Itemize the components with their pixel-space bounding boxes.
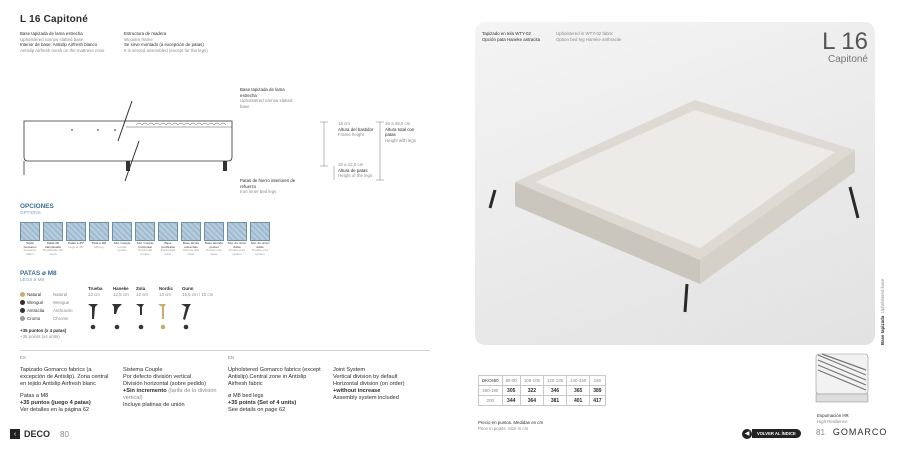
spec-line: (tarifa de la división vertical) bbox=[123, 388, 217, 401]
option-gomarco-fabric bbox=[20, 222, 40, 256]
spec-bold: +without increase bbox=[333, 388, 381, 394]
option-label-en: M8 leg bbox=[94, 244, 104, 249]
table-cell: 417 bbox=[590, 396, 605, 406]
dimension-frame bbox=[338, 121, 374, 138]
fabric-line: Opción pata Haneke antracita bbox=[482, 36, 541, 42]
foam-label-en: High Resilience bbox=[817, 418, 848, 424]
dimension-label: Frame height bbox=[338, 132, 364, 138]
option-label-en: Legs at 45º bbox=[68, 244, 84, 249]
mesh-icon bbox=[43, 222, 63, 241]
price-table bbox=[478, 375, 606, 406]
angled-leg-icon bbox=[66, 222, 86, 241]
leg-name: Haneke bbox=[113, 286, 129, 291]
dimension-value: 18 cm bbox=[338, 121, 350, 126]
zola-leg-icon bbox=[136, 304, 144, 329]
fabric-icon bbox=[20, 222, 40, 241]
legs-heading bbox=[20, 270, 57, 282]
table-cell: 322 bbox=[520, 386, 543, 396]
spec-line: Ver detalles en la página 62 bbox=[20, 407, 90, 413]
intro-line: Upholstered narrow slatted base bbox=[20, 36, 84, 42]
leg-icon bbox=[89, 222, 109, 241]
option-label: Base perforada bbox=[161, 241, 175, 249]
dimension-label: Height with legs bbox=[385, 137, 416, 143]
spec-en-1 bbox=[228, 367, 324, 414]
dimension-label: Altura total con patas bbox=[385, 126, 415, 138]
spec-line: Incluye platinas de unión bbox=[123, 402, 185, 408]
intro-column-2 bbox=[124, 31, 224, 53]
callout-legs bbox=[240, 178, 302, 195]
spec-line: Assembly system included bbox=[333, 395, 399, 401]
table-cell: 344 bbox=[502, 396, 520, 406]
intro-line: Interior de base: Antislip Airfresh blanco bbox=[20, 42, 98, 48]
option-label: Sist. Couple bbox=[113, 241, 131, 245]
page-title: L 16 Capitoné bbox=[20, 14, 88, 25]
dimension-label: Height of the legs bbox=[338, 173, 373, 179]
spec-line: ø M8 bed legs bbox=[228, 393, 264, 399]
intro-line: Wooden frame bbox=[124, 36, 153, 42]
option-label: Base tamaño pocket bbox=[204, 241, 224, 249]
table-header-cell: DKC650 bbox=[479, 376, 503, 386]
dimension-total bbox=[385, 121, 425, 143]
fabric-line: Option bed leg Haneke anthracite bbox=[556, 36, 622, 42]
callout-text: Base tapizada de lama estrecha bbox=[240, 87, 285, 98]
finish-label: Cromo bbox=[27, 316, 41, 321]
intro-column-1 bbox=[20, 31, 120, 53]
intro-line: It is served assembled (except for the legs) bbox=[124, 47, 208, 53]
table-header-cell: 120-135 bbox=[543, 376, 566, 386]
dimension-label: Altura de patas bbox=[338, 167, 368, 173]
options-row bbox=[20, 222, 270, 262]
spec-en-2 bbox=[333, 367, 431, 402]
finish-label-en: Wengue bbox=[53, 300, 70, 305]
leg-model-haneke bbox=[113, 286, 135, 297]
leg-name: Nordic bbox=[159, 286, 173, 291]
price-note-es: Precio en puntos. Medidas en cm bbox=[478, 420, 544, 425]
back-to-index-label: VOLVER AL ÍNDICE bbox=[752, 429, 801, 438]
option-3d-mesh bbox=[43, 222, 63, 256]
legs-points bbox=[20, 328, 66, 339]
options-heading bbox=[20, 203, 54, 215]
finish-list bbox=[20, 292, 73, 324]
spec-es-2 bbox=[123, 367, 221, 409]
finish-label: Wengué bbox=[27, 300, 44, 305]
model-heading bbox=[822, 30, 868, 65]
dimension-value: 10 a 12,5 cm bbox=[338, 162, 364, 167]
option-label: Tejido Gomarco bbox=[23, 241, 37, 249]
leg-model-zola bbox=[136, 286, 156, 297]
legs-title: PATAS ø M8 bbox=[20, 270, 57, 277]
product-photo bbox=[475, 22, 875, 345]
dimension-value: 26 a 28,5 cm bbox=[385, 121, 411, 126]
joint-icon bbox=[227, 222, 247, 241]
price-note bbox=[478, 420, 543, 431]
table-cell: 346 bbox=[543, 386, 566, 396]
option-label-en: Double joint system bbox=[228, 248, 246, 256]
table-header-cell: 80-90 bbox=[502, 376, 520, 386]
spec-bold: +Sin incremento bbox=[123, 388, 167, 394]
fabric-line: Tapizado en tela WTY-02 bbox=[482, 31, 531, 36]
table-cell: 305 bbox=[502, 386, 520, 396]
option-label: Sist. de unión doble bbox=[227, 241, 247, 249]
trueba-leg-icon bbox=[88, 304, 98, 329]
option-label: Base lamas estrechas bbox=[182, 241, 200, 249]
intro-line: Se sirve montado (a excepción de patas) bbox=[124, 42, 204, 48]
natural-swatch bbox=[20, 292, 25, 297]
leg-name: Zola bbox=[136, 286, 146, 291]
leg-silhouettes bbox=[86, 302, 206, 332]
wengue-swatch bbox=[20, 300, 25, 305]
table-header-cell: 140-150 bbox=[567, 376, 590, 386]
finish-item bbox=[20, 316, 73, 324]
side-label-light: Upholstered base bbox=[880, 278, 885, 314]
option-legs-45 bbox=[66, 222, 86, 249]
intro-line: Antislip Airfresh mesh on the mattress zone bbox=[20, 47, 105, 53]
intro-line: Base tapizada de lama estrecha bbox=[20, 31, 83, 36]
finish-item bbox=[20, 292, 73, 300]
option-label-en: Breathable 3D mesh bbox=[43, 248, 63, 256]
leg-size: 12 cm bbox=[136, 291, 148, 297]
spec-line: Por defecto división vertical bbox=[123, 374, 192, 380]
leg-model-gunn bbox=[182, 286, 222, 297]
leg-model-trueba bbox=[88, 286, 110, 297]
finish-label-en: Anthracite bbox=[53, 308, 73, 313]
section-brand: DECO bbox=[24, 429, 51, 439]
model-title: L 16 bbox=[822, 28, 868, 55]
leg-size: 13 cm bbox=[159, 291, 171, 297]
joint-icon bbox=[250, 222, 270, 241]
table-row bbox=[479, 396, 606, 406]
haneke-leg-icon bbox=[112, 304, 122, 329]
option-narrow-slats bbox=[181, 222, 201, 256]
option-label-en: Double joint system bbox=[251, 248, 269, 256]
finish-label: Antracita bbox=[27, 308, 45, 313]
nordic-leg-icon bbox=[158, 304, 166, 329]
option-m8-leg bbox=[89, 222, 109, 249]
arrow-left-icon: ◀ bbox=[742, 429, 752, 439]
callout-text: Patas de hierro interiores de refuerzo bbox=[240, 178, 296, 189]
foam-slat-icon bbox=[812, 350, 872, 410]
option-perforated-base bbox=[158, 222, 178, 256]
table-header-cell: 180 bbox=[590, 376, 605, 386]
gunn-leg-icon bbox=[181, 304, 191, 329]
leg-size: 12,5 cm bbox=[113, 291, 129, 297]
base-side-drawing bbox=[18, 95, 238, 190]
callout-text: Iron inner bed legs bbox=[240, 189, 277, 195]
pocket-icon bbox=[204, 222, 224, 241]
spec-es-1 bbox=[20, 367, 112, 414]
back-to-index-button[interactable] bbox=[742, 428, 801, 439]
table-row bbox=[479, 386, 606, 396]
dimension-legs bbox=[338, 162, 388, 179]
slats-icon bbox=[181, 222, 201, 241]
page-number: 80 bbox=[60, 429, 69, 439]
bed-base-image bbox=[475, 22, 875, 345]
option-label-en: Narrow slat base bbox=[183, 248, 199, 256]
table-cell: 365 bbox=[567, 386, 590, 396]
spec-line: Joint System bbox=[333, 367, 366, 373]
finish-label: Natural bbox=[27, 292, 42, 297]
leg-name: Trueba bbox=[88, 286, 103, 291]
options-subtitle: OPTIONS bbox=[20, 210, 41, 215]
table-header-row bbox=[479, 376, 606, 386]
spec-line: Patas a M8 bbox=[20, 393, 49, 399]
option-label: Sist. de unión doble bbox=[250, 241, 270, 249]
table-header-cell: 100-105 bbox=[520, 376, 543, 386]
table-cell: 200 bbox=[479, 396, 503, 406]
couple-icon bbox=[112, 222, 132, 241]
option-label: Patas a 45º bbox=[68, 241, 84, 245]
options-title: OPCIONES bbox=[20, 203, 54, 210]
leg-size: 13 cm bbox=[88, 291, 100, 297]
spec-line: Sistema Couple bbox=[123, 367, 163, 373]
table-cell: 180-190 bbox=[479, 386, 503, 396]
right-footer bbox=[816, 427, 887, 437]
spec-line: +35 puntos (juego 4 patas) bbox=[20, 400, 91, 406]
option-label-en: Horizontal couple bbox=[138, 248, 152, 256]
option-label-en: Gomarco fabric bbox=[23, 248, 37, 256]
table-cell: 364 bbox=[520, 396, 543, 406]
finish-label-en: Natural bbox=[53, 292, 68, 297]
price-note-en: Price in points. Size in cm bbox=[478, 425, 529, 431]
legs-points-en: +35 points (x4 units) bbox=[20, 333, 60, 339]
leg-model-nordic bbox=[159, 286, 179, 297]
spec-line: Tapizado Gomarco fabrics (a excepción de Antislip). Zona central en tejido Antislip Airfresh blanc bbox=[20, 367, 109, 387]
brand-logo: GOMARCO bbox=[832, 427, 888, 437]
table-cell: 381 bbox=[543, 396, 566, 406]
finish-label-en: Chrome bbox=[53, 316, 69, 321]
foam-label-es: Espumación HR bbox=[817, 413, 849, 418]
option-pocket-base bbox=[204, 222, 224, 256]
lang-tag-es: ES bbox=[20, 355, 26, 360]
option-label: Pata a M8 bbox=[91, 241, 107, 245]
spec-line: Vertical division by default bbox=[333, 374, 398, 380]
spec-line: División horizontal (sobre pedido) bbox=[123, 381, 207, 387]
perforated-icon bbox=[158, 222, 178, 241]
back-arrow-icon[interactable]: ‹ bbox=[10, 429, 20, 439]
spec-line: Upholstered Gomarco fabrics (except Antislip).Central zone in Antislip Airfresh fabric bbox=[228, 367, 321, 387]
fabric-line: Upholstered in WTY-02 fabric bbox=[556, 31, 614, 36]
legs-subtitle: LEGS ø M8 bbox=[20, 277, 44, 282]
table-cell: 389 bbox=[590, 386, 605, 396]
legs-points-es: +35 puntos (x 4 patas) bbox=[20, 328, 67, 333]
lang-tag-en: EN bbox=[228, 355, 235, 360]
dimension-label: Altura del bastidor bbox=[338, 126, 374, 132]
fabric-info-es bbox=[482, 31, 552, 42]
left-footer bbox=[10, 428, 69, 440]
page-number: 81 bbox=[816, 427, 825, 437]
callout-text: Upholstered narrow slatted base bbox=[240, 98, 293, 109]
intro-line: Estructura de madera bbox=[124, 31, 167, 36]
option-label-en: Couple system bbox=[117, 244, 127, 253]
spec-line: +35 points (Set of 4 units) bbox=[228, 400, 297, 406]
table-cell: 401 bbox=[567, 396, 590, 406]
option-label: Malla 3D transpirable bbox=[44, 241, 62, 249]
option-double-joint-2 bbox=[250, 222, 270, 256]
finish-item bbox=[20, 308, 73, 316]
spec-line: Horizontal division (on order) bbox=[333, 381, 405, 387]
leg-name: Gunn bbox=[182, 286, 194, 291]
option-label-en: Pocket size base bbox=[206, 248, 222, 256]
option-couple bbox=[112, 222, 132, 253]
option-label-en: Perforated base bbox=[160, 248, 176, 256]
fabric-info-en bbox=[556, 31, 636, 42]
option-label: Sist. Couple horizontal bbox=[136, 241, 154, 249]
chrome-swatch bbox=[20, 316, 25, 321]
finish-item bbox=[20, 300, 73, 308]
option-double-joint bbox=[227, 222, 247, 256]
option-couple-horizontal bbox=[135, 222, 155, 256]
spec-line: See details on page 62 bbox=[228, 407, 286, 413]
callout-base bbox=[240, 87, 302, 109]
couple-horizontal-icon bbox=[135, 222, 155, 241]
anthracite-swatch bbox=[20, 308, 25, 313]
foam-label bbox=[817, 413, 849, 424]
side-category-label bbox=[880, 279, 886, 345]
model-subtitle: Capitoné bbox=[827, 54, 868, 65]
divider bbox=[20, 350, 430, 351]
leg-size: 15,5 cm / 10 cm bbox=[182, 291, 214, 297]
side-label-bold: Base tapizada bbox=[880, 315, 885, 345]
